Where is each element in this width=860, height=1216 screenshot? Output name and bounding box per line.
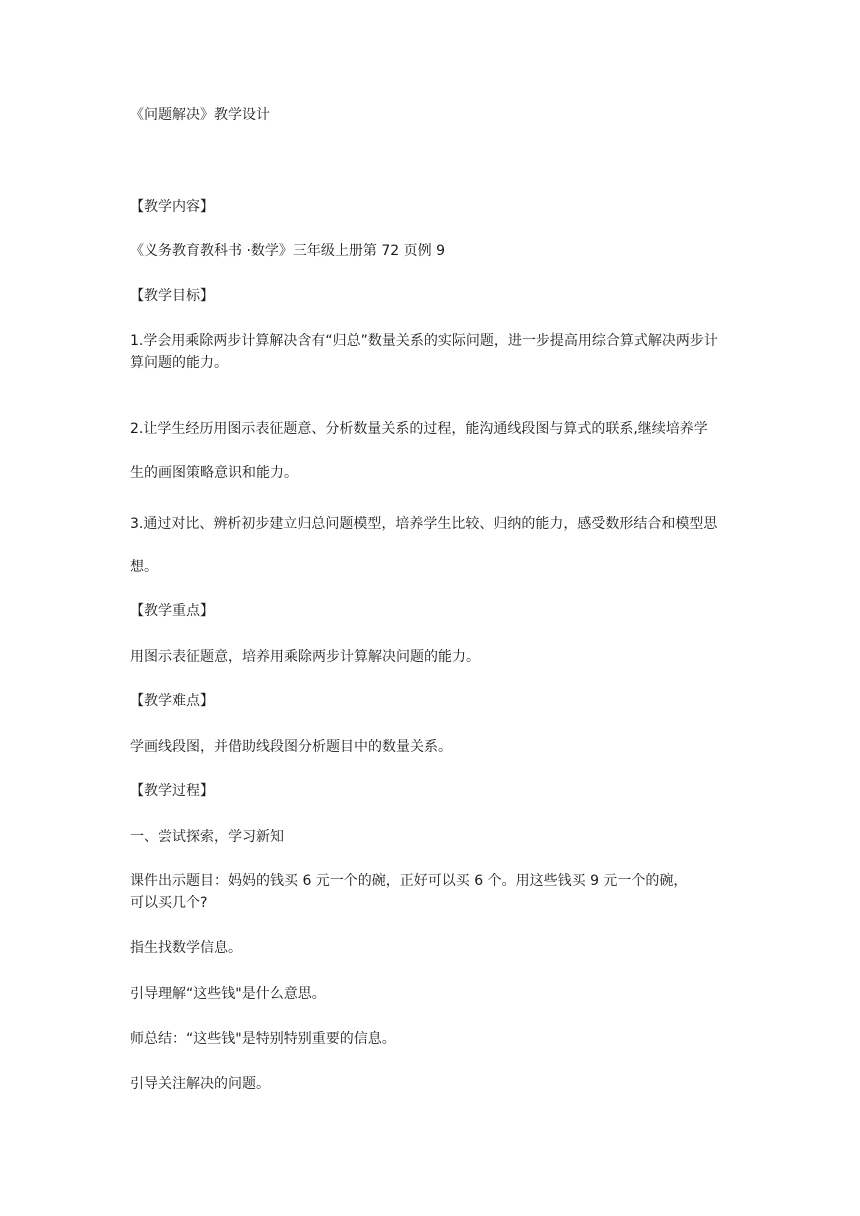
goal-3-line-2: 想。 xyxy=(130,559,158,575)
goal-1-line-2: 算问题的能力。 xyxy=(130,355,228,371)
section-heading-key: 【教学重点】 xyxy=(130,603,214,619)
process-step-1: 一、尝试探索，学习新知 xyxy=(130,829,284,845)
section-heading-goals: 【教学目标】 xyxy=(130,288,214,304)
goal-2-line-1: 2.让学生经历用图示表征题意、分析数量关系的过程，能沟通线段图与算式的联系,继续培养学 xyxy=(130,421,708,437)
paragraph-2: 引导理解“这些钱"是什么意思。 xyxy=(130,986,326,1002)
section-heading-difficulty: 【教学难点】 xyxy=(130,693,214,709)
paragraph-4: 引导关注解决的问题。 xyxy=(130,1076,270,1092)
goal-3-line-1: 3.通过对比、辨析初步建立归总问题模型，培养学生比较、归纳的能力，感受数形结合和模型思 xyxy=(130,516,718,532)
key-text: 用图示表征题意，培养用乘除两步计算解决问题的能力。 xyxy=(130,649,480,665)
problem-line-1: 课件出示题目：妈妈的钱买 6 元一个的碗，正好可以买 6 个。用这些钱买 9 元一个的碗， xyxy=(130,873,688,889)
section-heading-content: 【教学内容】 xyxy=(130,199,214,215)
paragraph-3: 师总结：“这些钱"是特别特别重要的信息。 xyxy=(130,1031,396,1047)
goal-1-line-1: 1.学会用乘除两步计算解决含有“归总”数量关系的实际问题，进一步提高用综合算式解决两步计 xyxy=(130,333,718,349)
paragraph-1: 指生找数学信息。 xyxy=(130,940,242,956)
goal-2-line-2: 生的画图策略意识和能力。 xyxy=(130,465,298,481)
content-text: 《义务教育教科书 ·数学》三年级上册第 72 页例 9 xyxy=(130,243,445,259)
document-title: 《问题解决》教学设计 xyxy=(130,107,270,123)
difficulty-text: 学画线段图，并借助线段图分析题目中的数量关系。 xyxy=(130,739,452,755)
section-heading-process: 【教学过程】 xyxy=(130,783,214,799)
problem-line-2: 可以买几个? xyxy=(130,895,208,911)
